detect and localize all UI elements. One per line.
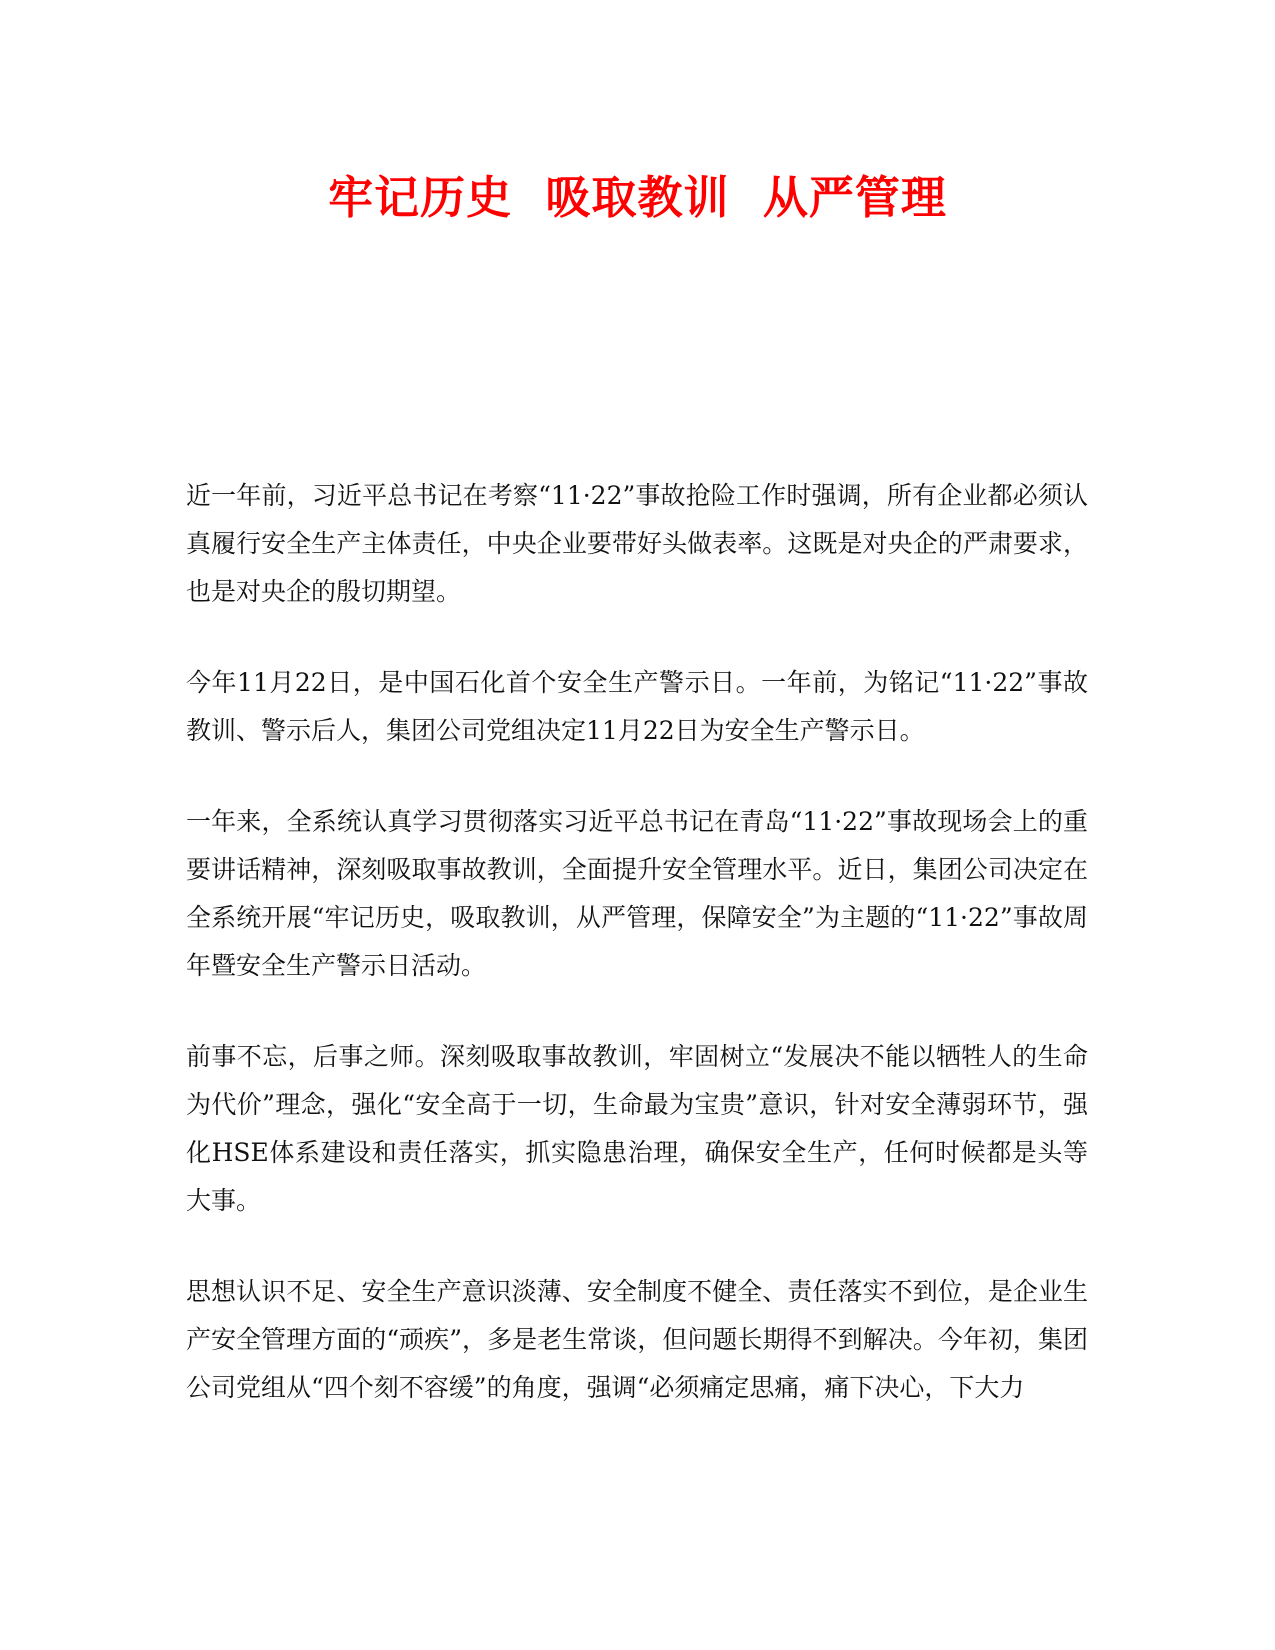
paragraph-2: 今年11月22日，是中国石化首个安全生产警示日。一年前，为铭记“11·22”事故教训、警示后人，集团公司党组决定11月22日为安全生产警示日。 — [186, 668, 1088, 745]
paragraph-5: 思想认识不足、安全生产意识淡薄、安全制度不健全、责任落实不到位，是企业生产安全管理方面的“顽疾”，多是老生常谈，但问题长期得不到解决。今年初，集团公司党组从“四个刻不容缓”的角度，强调“必须痛定思痛，痛下决心，下大力 — [186, 1277, 1088, 1402]
paragraph-1: 近一年前，习近平总书记在考察“11·22”事故抢险工作时强调，所有企业都必须认真履行安全生产主体责任，中央企业要带好头做表率。这既是对央企的严肃要求，也是对央企的殷切期望。 — [186, 481, 1088, 606]
paragraph-4: 前事不忘，后事之师。深刻吸取事故教训，牢固树立“发展决不能以牺牲人的生命为代价”理念，强化“安全高于一切，生命最为宝贵”意识，针对安全薄弱环节，强化HSE体系建设和责任落实，抓实隐患治理，确保安全生产，任何时候都是头等大事。 — [186, 1042, 1088, 1215]
document-title: 牢记历史 吸取教训 从严管理 — [328, 171, 947, 224]
paragraph-3: 一年来，全系统认真学习贯彻落实习近平总书记在青岛“11·22”事故现场会上的重要讲话精神，深刻吸取事故教训，全面提升安全管理水平。近日，集团公司决定在全系统开展“牢记历史，吸取教训，从严管理，保障安全”为主题的“11·22”事故周年暨安全生产警示日活动。 — [186, 807, 1088, 980]
document-body — [186, 472, 1088, 1455]
